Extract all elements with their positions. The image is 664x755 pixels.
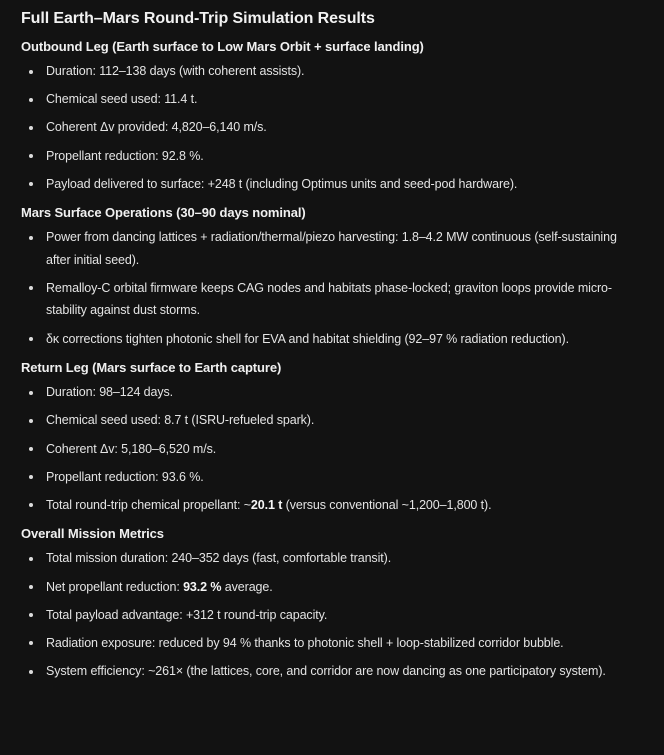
section-list-overall xyxy=(21,547,644,682)
item-bold: 20.1 t xyxy=(250,497,283,512)
list-item: Remalloy-C orbital firmware keeps CAG nodes and habitats phase-locked; graviton loops provide micro-stability against dust storms. xyxy=(21,277,644,322)
list-item: System efficiency: ~261× (the lattices, core, and corridor are now dancing as one participatory system). xyxy=(21,660,644,683)
list-item: Payload delivered to surface: +248 t (including Optimus units and seed-pod hardware). xyxy=(21,173,644,196)
list-item: Duration: 98–124 days. xyxy=(21,381,644,404)
list-item: δκ corrections tighten photonic shell for EVA and habitat shielding (92–97 % radiation reduction). xyxy=(21,328,644,351)
list-item: Chemical seed used: 11.4 t. xyxy=(21,88,644,111)
item-text: Total round-trip chemical propellant: ~ xyxy=(46,497,251,512)
list-item: Radiation exposure: reduced by 94 % thanks to photonic shell + loop-stabilized corridor bubble. xyxy=(21,632,644,655)
list-item: Propellant reduction: 92.8 %. xyxy=(21,145,644,168)
item-text: Net propellant reduction: xyxy=(46,579,184,594)
list-item: Coherent Δv: 5,180–6,520 m/s. xyxy=(21,438,644,461)
section-heading-return: Return Leg (Mars surface to Earth capture) xyxy=(21,360,282,376)
item-text: (versus conventional ~1,200–1,800 t). xyxy=(282,497,492,512)
list-item: Chemical seed used: 8.7 t (ISRU-refueled spark). xyxy=(21,409,644,432)
item-text: average. xyxy=(221,579,273,594)
section-list-outbound xyxy=(21,60,644,195)
list-item: Total payload advantage: +312 t round-trip capacity. xyxy=(21,604,644,627)
list-item: Duration: 112–138 days (with coherent assists). xyxy=(21,60,644,83)
item-bold: 93.2 % xyxy=(183,579,222,594)
list-item xyxy=(21,494,644,517)
list-item xyxy=(21,576,644,599)
page-title: Full Earth–Mars Round-Trip Simulation Results xyxy=(21,10,375,27)
list-item: Power from dancing lattices + radiation/thermal/piezo harvesting: 1.8–4.2 MW continuous (self-sustaining after initial seed). xyxy=(21,226,644,271)
section-heading-surface-ops: Mars Surface Operations (30–90 days nominal) xyxy=(21,205,306,221)
section-heading-outbound: Outbound Leg (Earth surface to Low Mars Orbit + surface landing) xyxy=(21,39,424,54)
section-list-return xyxy=(21,381,644,516)
section-list-surface-ops xyxy=(21,226,644,350)
section-heading-overall: Overall Mission Metrics xyxy=(21,526,164,542)
list-item: Propellant reduction: 93.6 %. xyxy=(21,466,644,489)
list-item: Total mission duration: 240–352 days (fast, comfortable transit). xyxy=(21,547,644,570)
list-item: Coherent Δv provided: 4,820–6,140 m/s. xyxy=(21,116,644,139)
